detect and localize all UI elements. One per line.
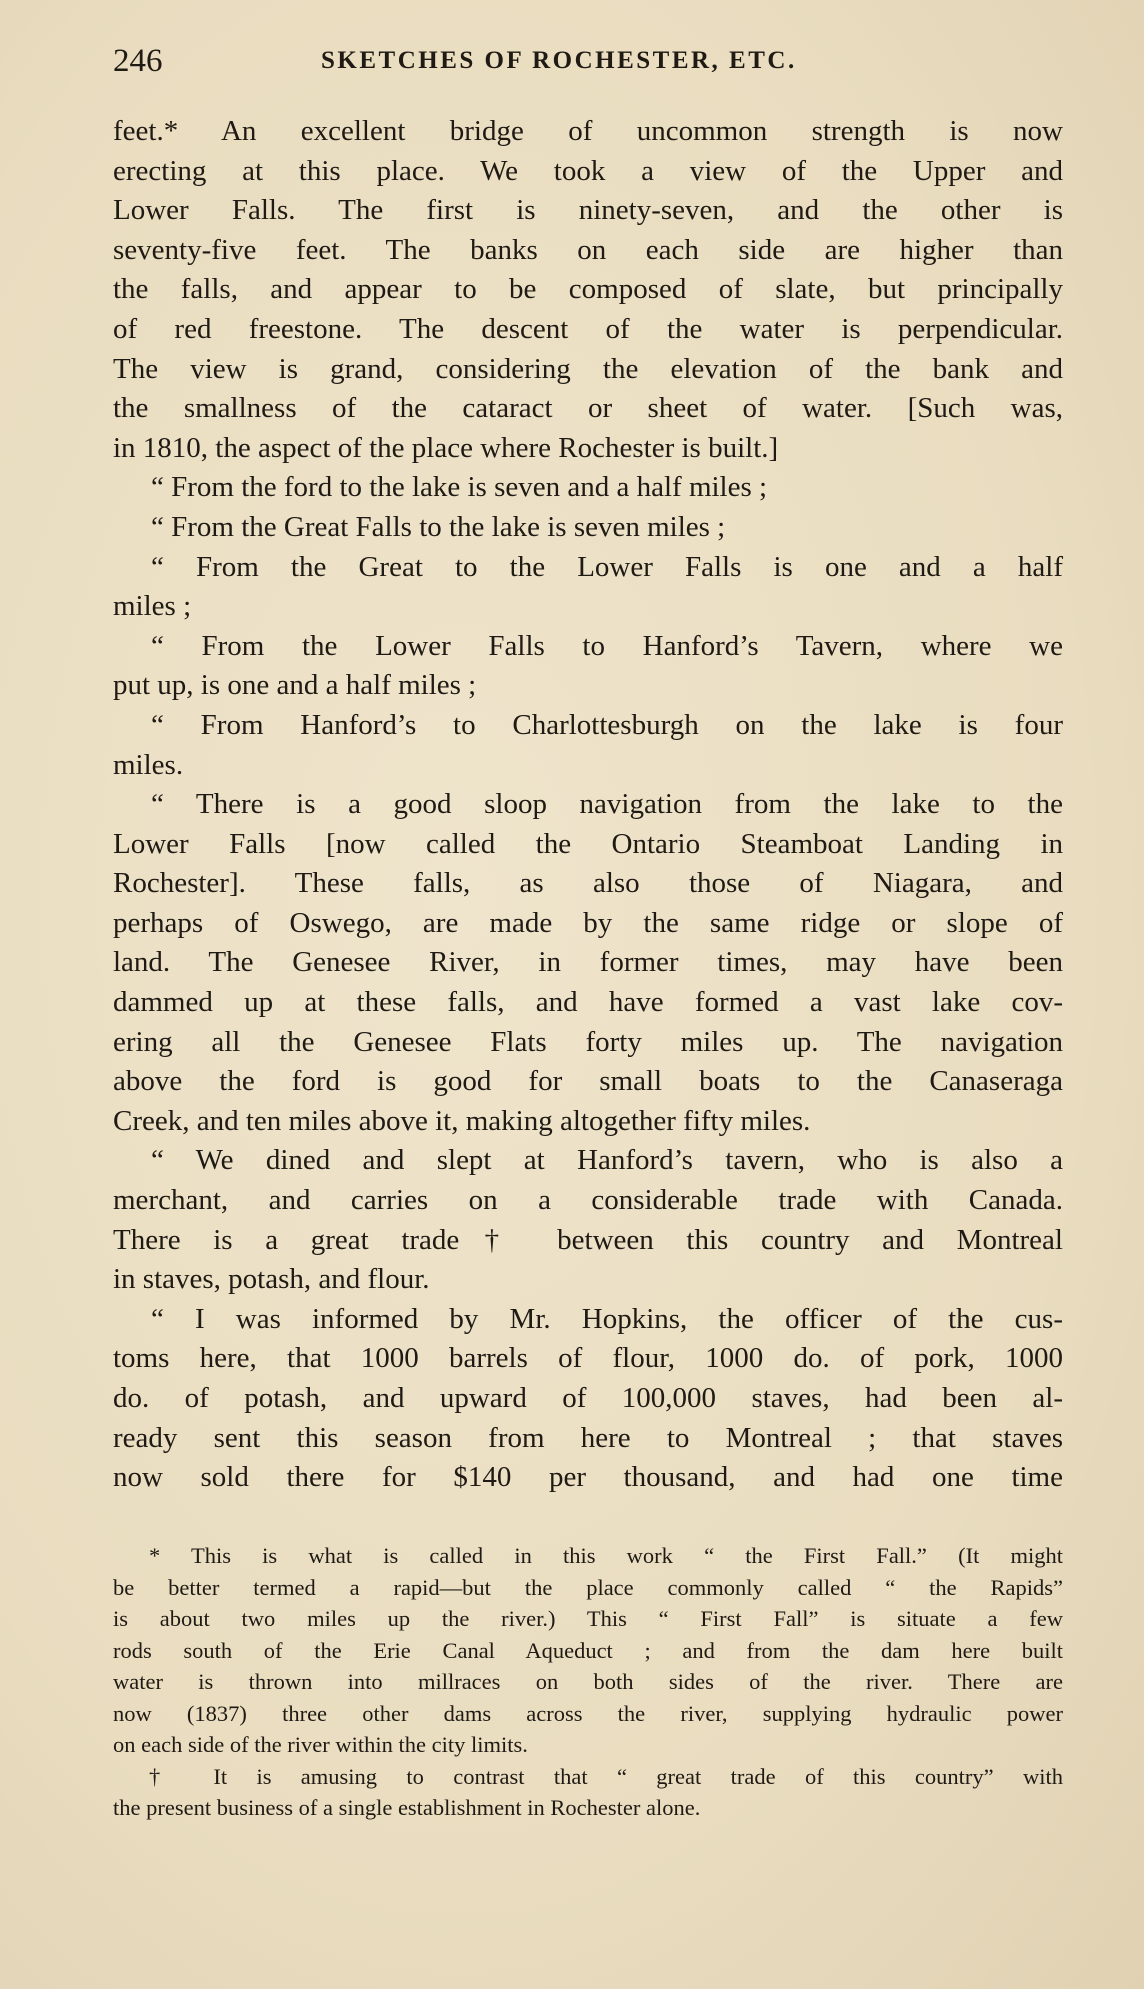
text-line: “ From the Great to the Lower Falls is one and a half	[151, 550, 1063, 583]
text-line: do. of potash, and upward of 100,000 staves, had been al-	[113, 1382, 1063, 1414]
text-line: in 1810, the aspect of the place where Rochester is built.]	[113, 431, 779, 464]
text-line: toms here, that 1000 barrels of flour, 1000 do. of pork, 1000	[113, 1342, 1063, 1375]
text-line: “ From the Lower Falls to Hanford’s Tavern, where we	[151, 629, 1063, 662]
text-line: ering all the Genesee Flats forty miles up. The navigation	[113, 1025, 1063, 1058]
text-line: ready sent this season from here to Montreal ; that staves	[113, 1421, 1063, 1454]
text-line: of red freestone. The descent of the water is perpendicular.	[113, 312, 1063, 345]
footnote-line: now (1837) three other dams across the river, supplying hydraulic power	[113, 1700, 1063, 1726]
text-line: now sold there for $140 per thousand, and had one time	[113, 1461, 1063, 1494]
text-line: above the ford is good for small boats to the Canaseraga	[113, 1065, 1063, 1098]
text-line: “ I was informed by Mr. Hopkins, the officer of the cus-	[151, 1302, 1063, 1335]
text-line: Creek, and ten miles above it, making altogether fifty miles.	[113, 1104, 811, 1137]
text-line: “ From the ford to the lake is seven and a half miles ;	[151, 471, 768, 504]
footnote-line: rods south of the Erie Canal Aqueduct ; and from the dam here built	[113, 1637, 1063, 1663]
text-line: erecting at this place. We took a view of the Upper and	[113, 154, 1063, 187]
text-line: miles ;	[113, 590, 192, 623]
text-line: merchant, and carries on a considerable trade with Canada.	[113, 1184, 1063, 1217]
text-line: “ From the Great Falls to the lake is seven miles ;	[151, 510, 726, 543]
text-line: dammed up at these falls, and have formed a vast lake cov-	[113, 986, 1063, 1019]
text-line: Rochester]. These falls, as also those of Niagara, and	[113, 867, 1063, 900]
footnote-line: be better termed a rapid—but the place commonly called “ the Rapids”	[113, 1574, 1063, 1600]
text-line: perhaps of Oswego, are made by the same ridge or slope of	[113, 906, 1063, 939]
footnote-line: on each side of the river within the city limits.	[113, 1732, 528, 1757]
text-line: put up, is one and a half miles ;	[113, 669, 477, 702]
text-line: “ From Hanford’s to Charlottesburgh on the lake is four	[151, 708, 1063, 741]
footnote-line: † It is amusing to contrast that “ great trade of this country” with	[149, 1763, 1063, 1789]
page-number: 246	[113, 43, 163, 79]
footnote-line: water is thrown into millraces on both sides of the river. There are	[113, 1669, 1063, 1694]
footnote-line: the present business of a single establishment in Rochester alone.	[113, 1795, 701, 1820]
text-line: The view is grand, considering the elevation of the bank and	[113, 352, 1063, 385]
text-line: in staves, potash, and flour.	[113, 1263, 430, 1296]
footnote-line: is about two miles up the river.) This “ First Fall” is situate a few	[113, 1606, 1063, 1631]
footnotes	[113, 1540, 1063, 1824]
text-line: the smallness of the cataract or sheet of water. [Such was,	[113, 392, 1063, 425]
text-line: land. The Genesee River, in former times, may have been	[113, 946, 1063, 979]
text-line: the falls, and appear to be composed of slate, but principally	[113, 273, 1063, 306]
text-line: feet.* An excellent bridge of uncommon strength is now	[113, 115, 1063, 147]
running-title: SKETCHES OF ROCHESTER, ETC.	[321, 47, 797, 74]
text-line: miles.	[113, 748, 184, 781]
page-header	[113, 38, 1063, 84]
text-line: Lower Falls. The first is ninety-seven, and the other is	[113, 194, 1063, 227]
footnote-line: * This is what is called in this work “ the First Fall.” (It might	[149, 1543, 1063, 1568]
text-line: “ There is a good sloop navigation from the lake to the	[151, 788, 1063, 821]
main-text	[113, 112, 1063, 1498]
text-line: There is a great trade† between this country and Montreal	[113, 1223, 1063, 1256]
text-line: Lower Falls [now called the Ontario Steamboat Landing in	[113, 827, 1063, 860]
text-line: “ We dined and slept at Hanford’s tavern, who is also a	[151, 1144, 1063, 1177]
text-line: seventy-five feet. The banks on each side are higher than	[113, 233, 1063, 266]
